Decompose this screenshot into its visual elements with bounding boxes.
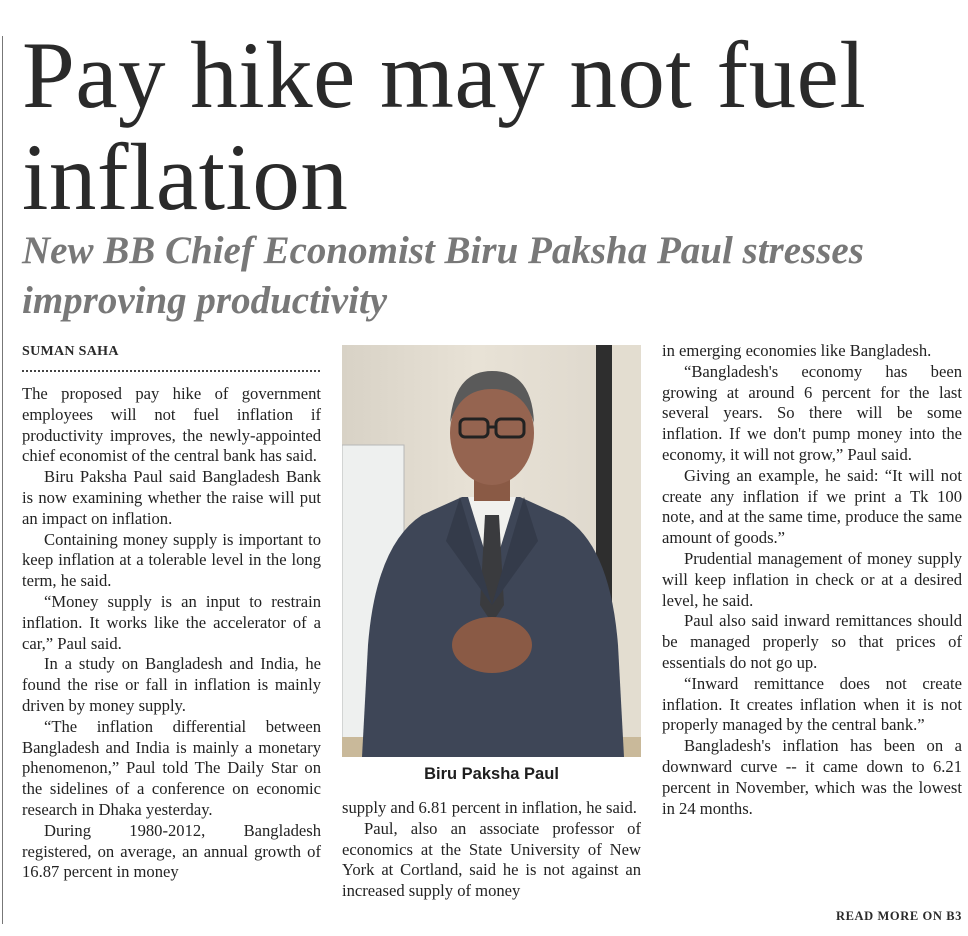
article-column-1 xyxy=(22,384,321,883)
paragraph: in emerging economies like Bangladesh. xyxy=(662,341,932,360)
photo-caption: Biru Paksha Paul xyxy=(424,765,559,783)
column-rule xyxy=(2,36,3,924)
paragraph: Containing money supply is important to keep inflation at a tolerable level in the long term, he said. xyxy=(22,529,321,591)
portrait-photo xyxy=(342,345,641,757)
subheadline: New BB Chief Economist Biru Paksha Paul stresses improving productivity xyxy=(22,229,864,322)
paragraph: Prudential management of money supply will keep inflation in check or at a desired level, he said. xyxy=(662,548,962,610)
dotted-divider xyxy=(22,370,320,372)
headline: Pay hike may not fuel inflation xyxy=(22,22,867,230)
paragraph: During 1980-2012, Bangladesh registered, on average, an annual growth of 16.87 percent in money xyxy=(22,820,321,882)
paragraph: Giving an example, he said: “It will not create any inflation if we print a Tk 100 note, and at the same time, produce the same amount of goods.” xyxy=(662,465,962,548)
article-column-2 xyxy=(342,798,641,902)
paragraph: Paul, also an associate professor of economics at the State University of New York at Cortland, said he is not against an increased supply of money xyxy=(342,818,641,901)
paragraph: supply and 6.81 percent in inflation, he said. xyxy=(342,798,637,817)
paragraph: Paul also said inward remittances should be managed properly so that prices of essentials do not go up. xyxy=(662,611,962,672)
read-more-link[interactable]: READ MORE ON B3 xyxy=(835,909,962,923)
paragraph: In a study on Bangladesh and India, he found the rise or fall in inflation is mainly driven by money supply. xyxy=(22,654,321,715)
portrait-illustration xyxy=(342,345,641,757)
paragraph: Bangladesh's inflation has been on a downward curve -- it came down to 6.21 percent in November, which was the lowest in 24 months. xyxy=(662,736,962,818)
paragraph: Biru Paksha Paul said Bangladesh Bank is now examining whether the raise will put an impact on inflation. xyxy=(22,467,321,528)
paragraph: “Inward remittance does not create inflation. It creates inflation when it is not properly managed by the central bank.” xyxy=(662,673,962,735)
article-column-3 xyxy=(662,341,962,819)
byline: SUMAN SAHA xyxy=(22,344,119,359)
paragraph: “Bangladesh's economy has been growing at around 6 percent for the last several years. So there will be some inflation. If we don't pump money into the economy, it will not grow,” Paul said. xyxy=(662,361,962,464)
paragraph: The proposed pay hike of government employees will not fuel inflation if productivity improves, the newly-appointed chief economist of the central bank has said. xyxy=(22,384,321,466)
paragraph: “The inflation differential between Bangladesh and India is mainly a monetary phenomenon,” Paul told The Daily Star on the sidelines of a conference on economic research in Dhaka yesterday. xyxy=(22,716,321,819)
paragraph: “Money supply is an input to restrain inflation. It works like the accelerator of a car,” Paul said. xyxy=(22,591,321,653)
